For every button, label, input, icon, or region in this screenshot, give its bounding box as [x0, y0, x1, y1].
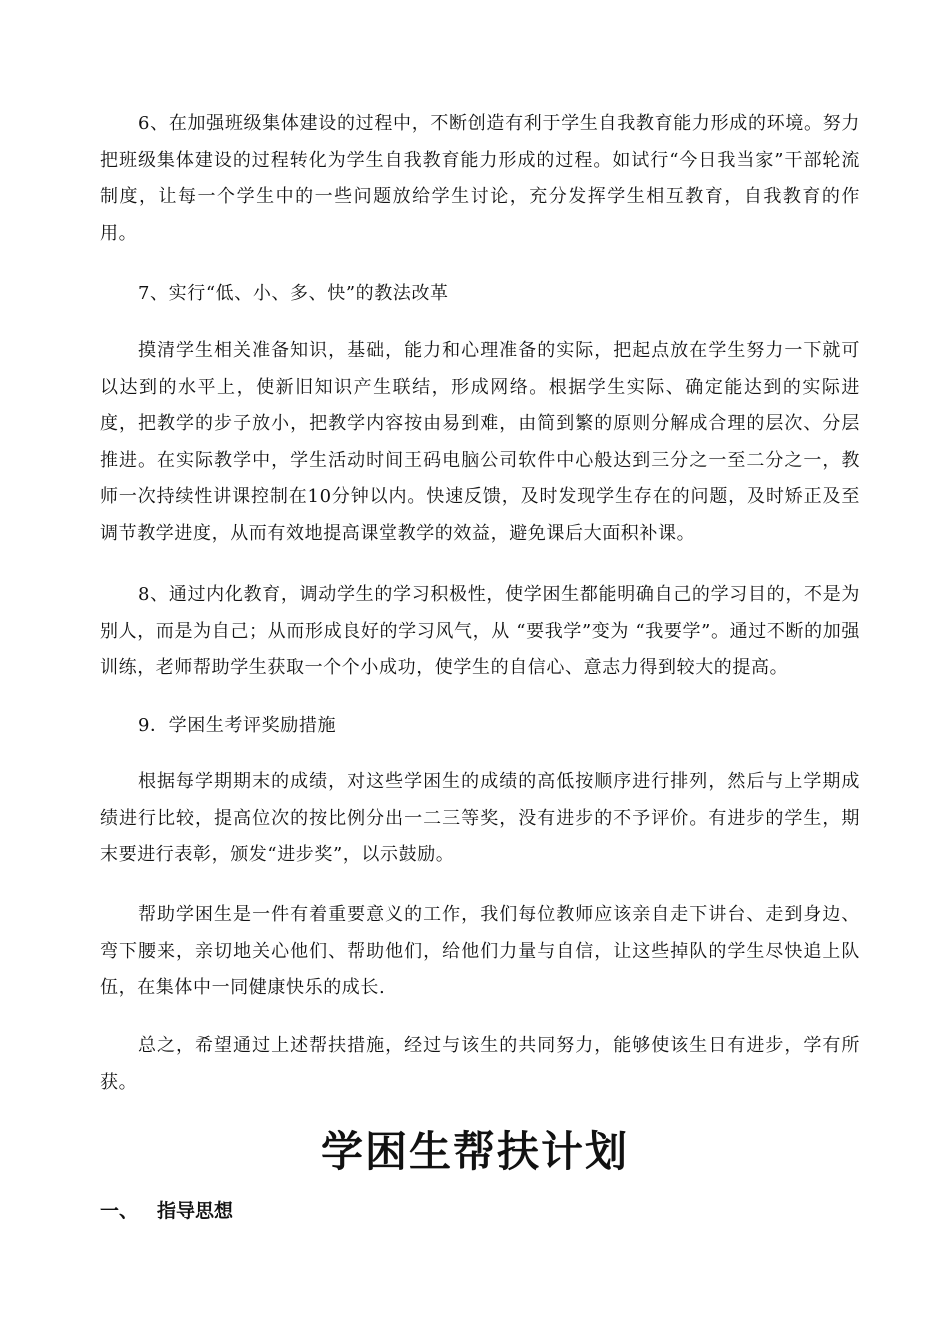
- paragraph-7-body: 摸清学生相关准备知识，基础，能力和心理准备的实际，把起点放在学生努力一下就可以达到的水平上，使新旧知识产生联结，形成网络。根据学生实际、确定能达到的实际进度，把教学的步子放小，把教学内容按由易到难，由简到繁的原则分解成合理的层次、分层推进。在实际教学中，学生活动时间王码电脑公司软件中心般达到三分之一至二分之一，教师一次持续性讲课控制在10分钟以内。快速反馈，及时发现学生存在的问题，及时矫正及至调节教学进度，从而有效地提高课堂教学的效益，避免课后大面积补课。: [100, 340, 860, 544]
- section-label: 指导思想: [157, 1200, 234, 1222]
- paragraph-8: 8、通过内化教育，调动学生的学习积极性，使学困生都能明确自己的学习目的，不是为别人，而是为自己；从而形成良好的学习风气，从 “要我学”变为 “我要学”。通过不断的加强训练，老师帮助学生获取一个个小成功，使学生的自信心、意志力得到较大的提高。: [100, 584, 860, 678]
- paragraph-6: 6、在加强班级集体建设的过程中，不断创造有利于学生自我教育能力形成的环境。努力把班级集体建设的过程转化为学生自我教育能力形成的过程。如试行“今日我当家”干部轮流制度，让每一个学生中的一些问题放给学生讨论，充分发挥学生相互教育，自我教育的作用。: [100, 113, 860, 244]
- section-number: 一、: [100, 1200, 139, 1222]
- paragraph-11: 总之，希望通过上述帮扶措施，经过与该生的共同努力，能够使该生日有进步，学有所获。: [100, 1035, 860, 1093]
- document-title: 学困生帮扶计划: [320, 1127, 629, 1176]
- paragraph-10: 帮助学困生是一件有着重要意义的工作，我们每位教师应该亲自走下讲台、走到身边、弯下腰来，亲切地关心他们、帮助他们，给他们力量与自信，让这些掉队的学生尽快追上队伍，在集体中一同健康快乐的成长.: [100, 904, 860, 998]
- item-9-heading: 9．学困生考评奖励措施: [138, 715, 337, 736]
- item-7-heading: 7、实行“低、小、多、快”的教法改革: [138, 283, 449, 304]
- paragraph-9-body: 根据每学期期末的成绩，对这些学困生的成绩的高低按顺序进行排列，然后与上学期成绩进行比较，提高位次的按比例分出一二三等奖，没有进步的不予评价。有进步的学生，期末要进行表彰，颁发“进步奖”，以示鼓励。: [100, 771, 860, 865]
- section-heading: [100, 1196, 233, 1226]
